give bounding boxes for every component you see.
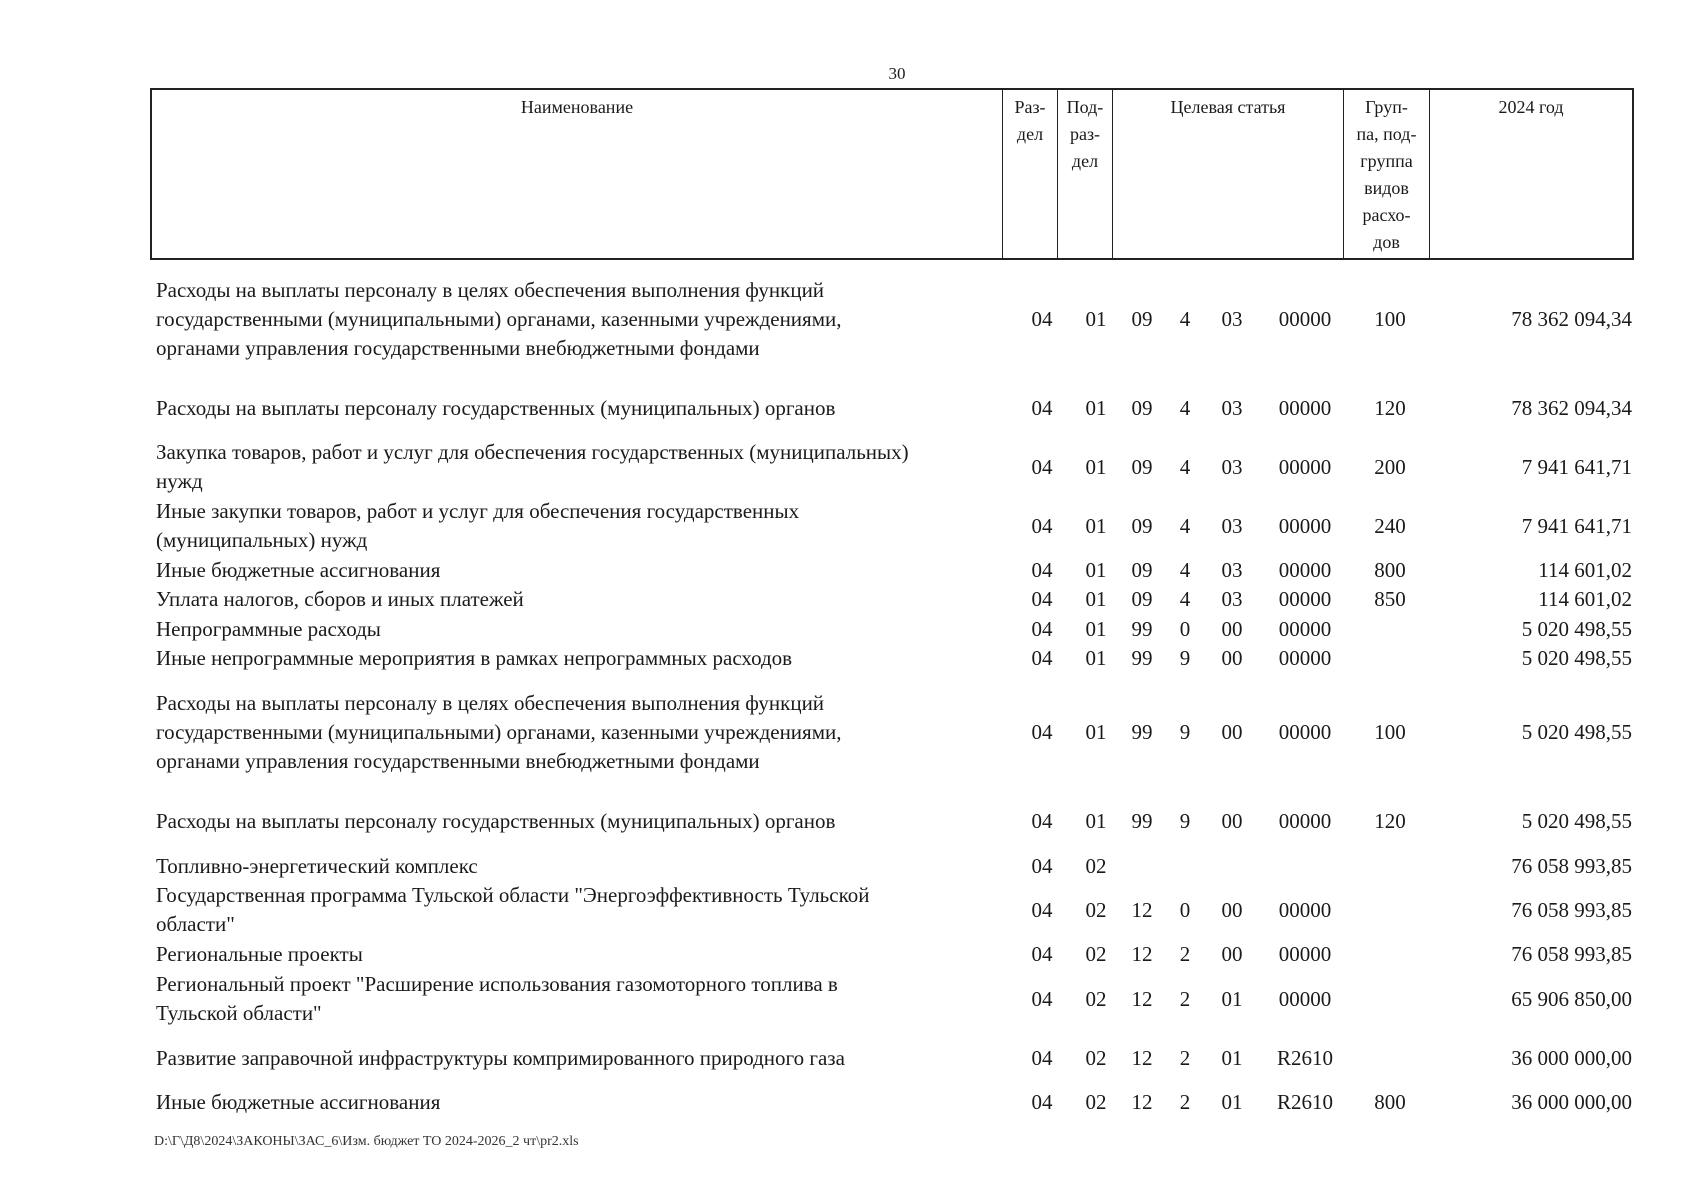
cell-podrazdel: 01 (1085, 809, 1107, 833)
cell-podrazdel: 02 (1085, 987, 1107, 1011)
cell-podrazdel: 02 (1085, 942, 1107, 966)
cell-target-program: 12 (1131, 942, 1153, 966)
cell-target-direction: 00000 (1278, 455, 1332, 479)
cell-podrazdel: 01 (1085, 396, 1107, 420)
cell-target-program: 99 (1131, 617, 1153, 641)
header-podrazdel-line: Под- (1066, 97, 1104, 117)
cell-amount-2024: 76 058 993,85 (1511, 942, 1632, 966)
row-name (156, 585, 996, 614)
cell-target-subprogram: 4 (1179, 587, 1191, 611)
cell-target-event: 03 (1221, 307, 1243, 331)
header-vid-line: видов (1364, 178, 1409, 198)
cell-razdel: 04 (1031, 307, 1053, 331)
cell-target-direction: R2610 (1276, 1090, 1333, 1114)
row-name-line: Региональный проект "Расширение использования газомоторного топлива в (156, 972, 838, 996)
row-name-line: Иные непрограммные мероприятия в рамках непрограммных расходов (156, 646, 793, 670)
row-name (156, 497, 996, 555)
row-name-line: Иные бюджетные ассигнования (156, 558, 441, 582)
cell-razdel: 04 (1031, 646, 1053, 670)
cell-target-direction: 00000 (1278, 396, 1332, 420)
cell-target-program: 09 (1131, 307, 1153, 331)
cell-target-subprogram: 0 (1179, 617, 1191, 641)
cell-razdel: 04 (1031, 514, 1053, 538)
row-name-line: Иные бюджетные ассигнования (156, 1090, 441, 1114)
cell-target-program: 12 (1131, 987, 1153, 1011)
cell-amount-2024: 36 000 000,00 (1511, 1046, 1632, 1070)
cell-target-event: 03 (1221, 558, 1243, 582)
header-name-line: Наименование (520, 97, 634, 117)
header-podrazdel (1058, 90, 1113, 258)
cell-razdel: 04 (1031, 587, 1053, 611)
cell-expense-type: 120 (1374, 396, 1406, 420)
cell-target-program: 09 (1131, 558, 1153, 582)
cell-podrazdel: 01 (1085, 587, 1107, 611)
cell-target-subprogram: 4 (1179, 514, 1191, 538)
cell-amount-2024: 78 362 094,34 (1511, 396, 1632, 420)
cell-target-event: 01 (1221, 1090, 1243, 1114)
cell-podrazdel: 02 (1085, 854, 1107, 878)
cell-razdel: 04 (1031, 854, 1053, 878)
row-name (156, 438, 996, 496)
cell-target-event: 03 (1221, 514, 1243, 538)
cell-expense-type: 850 (1374, 587, 1406, 611)
cell-target-program: 99 (1131, 720, 1153, 744)
row-name-line: Уплата налогов, сборов и иных платежей (156, 587, 524, 611)
cell-target-direction: 00000 (1278, 720, 1332, 744)
cell-razdel: 04 (1031, 942, 1053, 966)
cell-target-event: 00 (1221, 809, 1243, 833)
cell-target-event: 03 (1221, 455, 1243, 479)
row-name (156, 556, 996, 585)
cell-expense-type: 240 (1374, 514, 1406, 538)
cell-expense-type: 200 (1374, 455, 1406, 479)
header-year (1430, 90, 1632, 258)
cell-target-program: 12 (1131, 1046, 1153, 1070)
cell-target-direction: 00000 (1278, 898, 1332, 922)
cell-target-program: 12 (1131, 1090, 1153, 1114)
cell-expense-type: 100 (1374, 307, 1406, 331)
cell-amount-2024: 65 906 850,00 (1511, 987, 1632, 1011)
row-name (156, 644, 996, 673)
cell-razdel: 04 (1031, 455, 1053, 479)
cell-target-program: 12 (1131, 898, 1153, 922)
cell-target-subprogram: 2 (1179, 1090, 1191, 1114)
cell-podrazdel: 01 (1085, 514, 1107, 538)
cell-podrazdel: 02 (1085, 898, 1107, 922)
row-name (156, 1044, 996, 1073)
cell-target-event: 01 (1221, 987, 1243, 1011)
cell-target-event: 03 (1221, 587, 1243, 611)
cell-target-subprogram: 4 (1179, 558, 1191, 582)
cell-target-direction: 00000 (1278, 809, 1332, 833)
cell-razdel: 04 (1031, 1090, 1053, 1114)
cell-target-event: 00 (1221, 720, 1243, 744)
row-name-line: Непрограммные расходы (156, 617, 381, 641)
cell-amount-2024: 114 601,02 (1538, 558, 1632, 582)
row-name-line: (муниципальных) нужд (156, 528, 368, 552)
cell-razdel: 04 (1031, 1046, 1053, 1070)
cell-target-event: 01 (1221, 1046, 1243, 1070)
cell-target-subprogram: 2 (1179, 987, 1191, 1011)
cell-amount-2024: 114 601,02 (1538, 587, 1632, 611)
header-vid-line: дов (1373, 232, 1400, 252)
row-name (156, 276, 996, 363)
row-name-line: Топливно-энергетический комплекс (156, 854, 478, 878)
cell-target-direction: 00000 (1278, 646, 1332, 670)
header-razdel-line: Раз- (1014, 97, 1046, 117)
cell-target-event: 03 (1221, 396, 1243, 420)
cell-target-direction: 00000 (1278, 617, 1332, 641)
cell-expense-type: 100 (1374, 720, 1406, 744)
header-vid-line: группа (1360, 151, 1413, 171)
cell-razdel: 04 (1031, 809, 1053, 833)
cell-target-event: 00 (1221, 617, 1243, 641)
cell-razdel: 04 (1031, 987, 1053, 1011)
row-name (156, 852, 996, 881)
cell-podrazdel: 02 (1085, 1046, 1107, 1070)
cell-target-direction: 00000 (1278, 942, 1332, 966)
cell-podrazdel: 01 (1085, 455, 1107, 479)
row-name (156, 881, 996, 939)
cell-target-program: 99 (1131, 646, 1153, 670)
cell-razdel: 04 (1031, 720, 1053, 744)
cell-podrazdel: 01 (1085, 617, 1107, 641)
header-razdel-line: дел (1016, 124, 1044, 144)
cell-target-direction: 00000 (1278, 587, 1332, 611)
header-year-line: 2024 год (1498, 97, 1564, 117)
cell-target-event: 00 (1221, 942, 1243, 966)
cell-target-event: 00 (1221, 646, 1243, 670)
header-name (152, 90, 1003, 258)
row-name (156, 970, 996, 1028)
cell-podrazdel: 02 (1085, 1090, 1107, 1114)
header-target-line: Целевая статья (1170, 97, 1286, 117)
cell-podrazdel: 01 (1085, 720, 1107, 744)
header-vid-line: па, под- (1356, 124, 1417, 144)
cell-podrazdel: 01 (1085, 646, 1107, 670)
row-name (156, 940, 996, 969)
cell-target-program: 09 (1131, 455, 1153, 479)
cell-amount-2024: 5 020 498,55 (1521, 617, 1632, 641)
cell-target-program: 09 (1131, 396, 1153, 420)
row-name (156, 689, 996, 776)
cell-target-direction: 00000 (1278, 987, 1332, 1011)
cell-target-direction: 00000 (1278, 514, 1332, 538)
cell-target-subprogram: 9 (1179, 809, 1191, 833)
row-name-line: Региональные проекты (156, 942, 363, 966)
cell-amount-2024: 36 000 000,00 (1511, 1090, 1632, 1114)
row-name-line: Расходы на выплаты персоналу государственных (муниципальных) органов (156, 809, 836, 833)
cell-target-direction: 00000 (1278, 558, 1332, 582)
header-vid (1344, 90, 1430, 258)
cell-target-event: 00 (1221, 898, 1243, 922)
file-path-footer: D:\Г\Д8\2024\ЗАКОНЫ\ЗАС_6\Изм. бюджет ТО 2024-2026_2 чт\pr2.xls (154, 1134, 579, 1149)
cell-target-subprogram: 0 (1179, 898, 1191, 922)
cell-expense-type: 120 (1374, 809, 1406, 833)
row-name-line: государственными (муниципальными) органами, казенными учреждениями, (156, 720, 842, 744)
row-name-line: Развитие заправочной инфраструктуры компримированного природного газа (156, 1046, 845, 1070)
cell-amount-2024: 76 058 993,85 (1511, 854, 1632, 878)
row-name-line: Тульской области" (156, 1001, 322, 1025)
row-name-line: государственными (муниципальными) органами, казенными учреждениями, (156, 307, 842, 331)
row-name-line: области" (156, 912, 235, 936)
cell-razdel: 04 (1031, 558, 1053, 582)
row-name (156, 394, 996, 423)
cell-target-subprogram: 4 (1179, 396, 1191, 420)
cell-target-program: 09 (1131, 514, 1153, 538)
cell-expense-type: 800 (1374, 558, 1406, 582)
row-name (156, 807, 996, 836)
cell-podrazdel: 01 (1085, 558, 1107, 582)
page-number: 30 (888, 64, 906, 83)
row-name (156, 1088, 996, 1117)
cell-amount-2024: 78 362 094,34 (1511, 307, 1632, 331)
cell-amount-2024: 5 020 498,55 (1521, 720, 1632, 744)
row-name (156, 615, 996, 644)
row-name-line: Расходы на выплаты персоналу в целях обеспечения выполнения функций (156, 691, 825, 715)
row-name-line: органами управления государственными внебюджетными фондами (156, 749, 760, 773)
row-name-line: нужд (156, 469, 203, 493)
header-target (1113, 90, 1344, 258)
row-name-line: Расходы на выплаты персоналу государственных (муниципальных) органов (156, 396, 836, 420)
row-name-line: Закупка товаров, работ и услуг для обеспечения государственных (муниципальных) (156, 440, 909, 464)
cell-target-subprogram: 4 (1179, 307, 1191, 331)
header-razdel (1003, 90, 1058, 258)
cell-amount-2024: 5 020 498,55 (1521, 809, 1632, 833)
header-podrazdel-line: раз- (1069, 124, 1101, 144)
cell-razdel: 04 (1031, 396, 1053, 420)
table-header (150, 88, 1634, 260)
cell-amount-2024: 5 020 498,55 (1521, 646, 1632, 670)
cell-amount-2024: 7 941 641,71 (1521, 455, 1632, 479)
row-name-line: органами управления государственными внебюджетными фондами (156, 336, 760, 360)
cell-amount-2024: 7 941 641,71 (1521, 514, 1632, 538)
cell-target-direction: R2610 (1276, 1046, 1333, 1070)
row-name-line: Иные закупки товаров, работ и услуг для обеспечения государственных (156, 499, 800, 523)
cell-razdel: 04 (1031, 898, 1053, 922)
row-name-line: Государственная программа Тульской области "Энергоэффективность Тульской (156, 883, 870, 907)
cell-target-subprogram: 9 (1179, 720, 1191, 744)
header-vid-line: расхо- (1362, 205, 1411, 225)
header-podrazdel-line: дел (1071, 151, 1099, 171)
cell-amount-2024: 76 058 993,85 (1511, 898, 1632, 922)
cell-target-subprogram: 2 (1179, 942, 1191, 966)
cell-target-direction: 00000 (1278, 307, 1332, 331)
cell-podrazdel: 01 (1085, 307, 1107, 331)
cell-target-program: 99 (1131, 809, 1153, 833)
row-name-line: Расходы на выплаты персоналу в целях обеспечения выполнения функций (156, 278, 825, 302)
cell-razdel: 04 (1031, 617, 1053, 641)
cell-target-subprogram: 9 (1179, 646, 1191, 670)
cell-target-subprogram: 4 (1179, 455, 1191, 479)
cell-target-program: 09 (1131, 587, 1153, 611)
cell-expense-type: 800 (1374, 1090, 1406, 1114)
header-vid-line: Груп- (1365, 97, 1408, 117)
cell-target-subprogram: 2 (1179, 1046, 1191, 1070)
